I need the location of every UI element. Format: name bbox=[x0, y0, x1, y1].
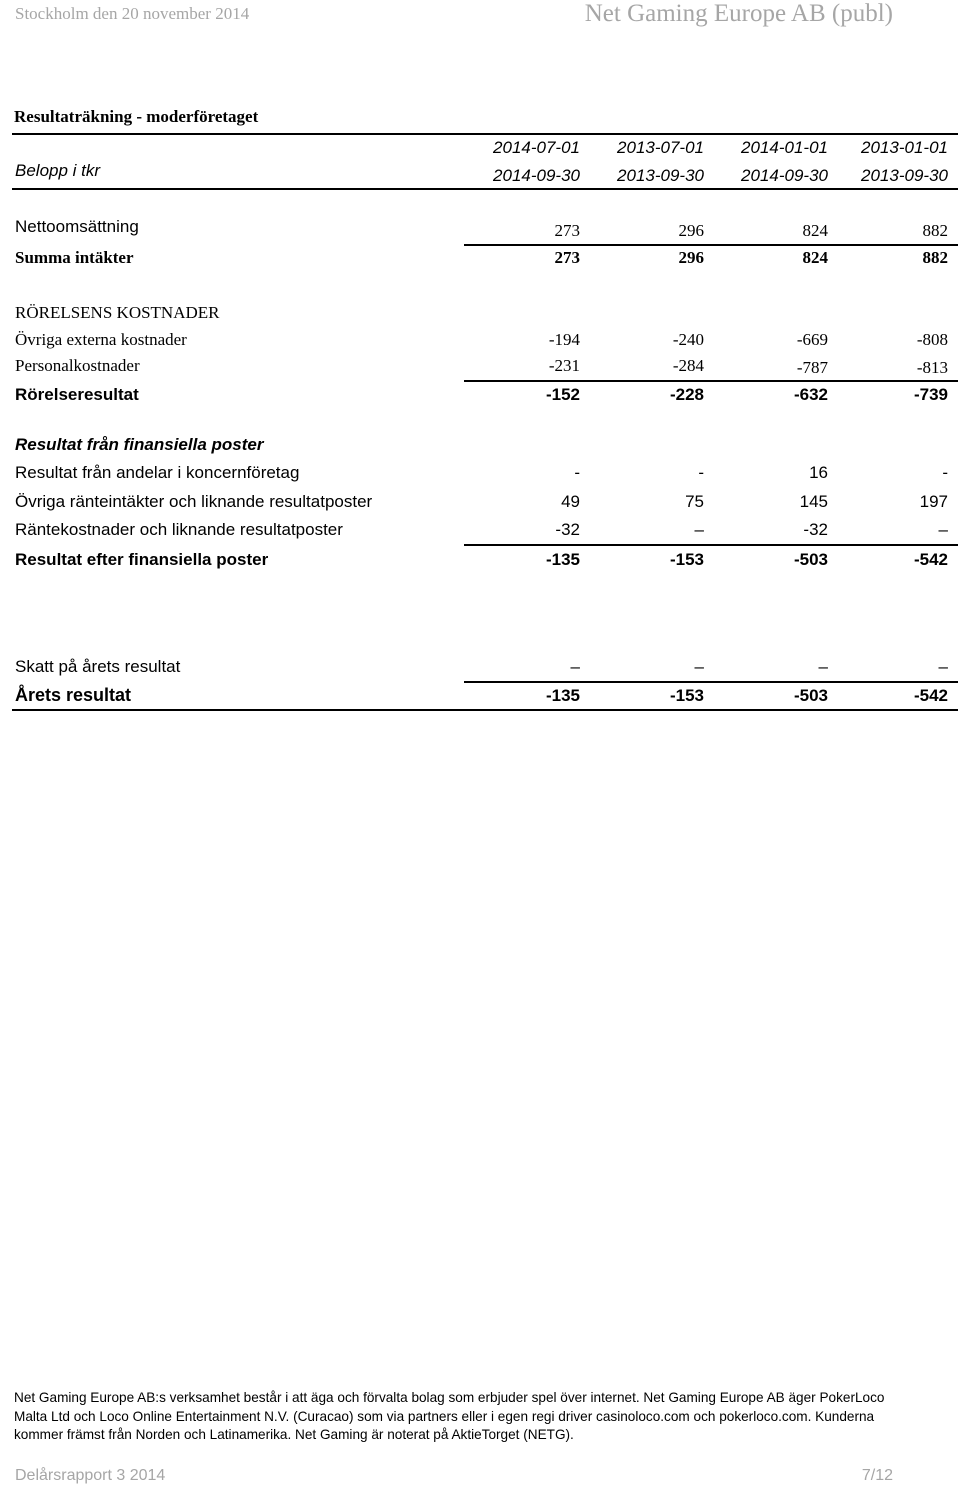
row-label-rorelseresultat: Rörelseresultat bbox=[15, 385, 139, 404]
row-label-arets-resultat: Årets resultat bbox=[15, 685, 132, 705]
cell-rantekostnader-3: -32 bbox=[803, 520, 828, 539]
cell-rorelseresultat-3: -632 bbox=[793, 385, 828, 404]
cell-ovriga-externa-3: -669 bbox=[796, 330, 828, 349]
cell-andelar-3: 16 bbox=[809, 463, 828, 482]
title-rule bbox=[12, 133, 958, 135]
cell-efter-finansiella-1: -135 bbox=[545, 550, 580, 569]
cell-andelar-1: - bbox=[574, 463, 580, 482]
cell-rantekostnader-4: – bbox=[938, 520, 948, 539]
company-description: Net Gaming Europe AB:s verksamhet består i att äga och förvalta bolag som erbjuder spel över internet. Net Gaming Europe AB äger PokerLoco Malta Ltd och Loco Online Entertainment N.V. (Curacao) som via partners eller i egen regi driver casinoloco.com och pokerloco.com. Kunderna kommer främst från Norden och Latinamerika. Net Gaming är noterat på AktieTorget (NETG). bbox=[14, 1390, 885, 1442]
period-3-to: 2014-09-30 bbox=[741, 166, 828, 185]
cell-ranteintakter-2: 75 bbox=[685, 492, 704, 511]
subtotal-rule-intakter bbox=[464, 244, 958, 246]
cell-nettoomsattning-2: 296 bbox=[678, 221, 704, 240]
cell-rantekostnader-2: – bbox=[694, 520, 704, 539]
cell-personalkostnader-4: -813 bbox=[916, 358, 948, 377]
cell-ovriga-externa-4: -808 bbox=[916, 330, 948, 349]
cell-rantekostnader-1: -32 bbox=[555, 520, 580, 539]
statement-title: Resultaträkning - moderföretaget bbox=[14, 107, 259, 126]
cell-arets-resultat-4: -542 bbox=[913, 686, 948, 705]
period-header-rule bbox=[12, 188, 958, 190]
cell-personalkostnader-1: -231 bbox=[548, 356, 580, 375]
cell-summa-intakter-1: 273 bbox=[554, 248, 580, 267]
period-3-from: 2014-01-01 bbox=[741, 138, 828, 157]
cell-arets-resultat-1: -135 bbox=[545, 686, 580, 705]
cell-summa-intakter-4: 882 bbox=[922, 248, 948, 267]
cell-ranteintakter-3: 145 bbox=[799, 492, 828, 511]
cell-andelar-2: - bbox=[698, 463, 704, 482]
row-label-andelar: Resultat från andelar i koncernföretag bbox=[15, 463, 300, 482]
row-label-summa-intakter: Summa intäkter bbox=[15, 248, 134, 267]
row-label-nettoomsattning: Nettoomsättning bbox=[15, 217, 139, 236]
row-label-personalkostnader: Personalkostnader bbox=[15, 356, 140, 375]
header-location-date: Stockholm den 20 november 2014 bbox=[15, 4, 250, 23]
cell-skatt-1: – bbox=[570, 657, 580, 676]
period-4-to: 2013-09-30 bbox=[861, 166, 948, 185]
cell-personalkostnader-3: -787 bbox=[796, 358, 828, 377]
row-label-ranteintakter: Övriga ränteintäkter och liknande resultatposter bbox=[15, 492, 373, 511]
cell-rorelseresultat-4: -739 bbox=[913, 385, 948, 404]
period-1-from: 2014-07-01 bbox=[493, 138, 580, 157]
cell-efter-finansiella-4: -542 bbox=[913, 550, 948, 569]
subtotal-rule-finansiella bbox=[464, 544, 958, 546]
cell-rorelseresultat-1: -152 bbox=[545, 385, 580, 404]
cell-summa-intakter-3: 824 bbox=[802, 248, 828, 267]
cell-skatt-2: – bbox=[694, 657, 704, 676]
cell-skatt-3: – bbox=[818, 657, 828, 676]
cell-skatt-4: – bbox=[938, 657, 948, 676]
cell-arets-resultat-3: -503 bbox=[793, 686, 828, 705]
cell-personalkostnader-2: -284 bbox=[672, 356, 704, 375]
header-company-name: Net Gaming Europe AB (publ) bbox=[584, 0, 893, 27]
section-heading-finansiella-poster: Resultat från finansiella poster bbox=[15, 435, 264, 454]
total-rule-arets-resultat bbox=[12, 709, 958, 711]
cell-efter-finansiella-3: -503 bbox=[793, 550, 828, 569]
cell-ovriga-externa-1: -194 bbox=[548, 330, 580, 349]
cell-ranteintakter-1: 49 bbox=[561, 492, 580, 511]
subtotal-rule-kostnader bbox=[464, 380, 958, 382]
report-name: Delårsrapport 3 2014 bbox=[15, 1467, 166, 1484]
cell-rorelseresultat-2: -228 bbox=[669, 385, 704, 404]
period-4-from: 2013-01-01 bbox=[861, 138, 948, 157]
page-number: 7/12 bbox=[861, 1467, 893, 1484]
unit-label: Belopp i tkr bbox=[15, 161, 101, 180]
section-heading-rorelsens-kostnader: RÖRELSENS KOSTNADER bbox=[15, 303, 220, 322]
cell-andelar-4: - bbox=[942, 463, 948, 482]
cell-ranteintakter-4: 197 bbox=[919, 492, 948, 511]
subtotal-rule-skatt bbox=[464, 681, 958, 683]
row-label-ovriga-externa: Övriga externa kostnader bbox=[15, 330, 187, 349]
cell-arets-resultat-2: -153 bbox=[669, 686, 704, 705]
row-label-rantekostnader: Räntekostnader och liknande resultatposter bbox=[15, 520, 343, 539]
cell-nettoomsattning-3: 824 bbox=[802, 221, 828, 240]
cell-ovriga-externa-2: -240 bbox=[672, 330, 704, 349]
row-label-efter-finansiella: Resultat efter finansiella poster bbox=[15, 550, 269, 569]
cell-efter-finansiella-2: -153 bbox=[669, 550, 704, 569]
row-label-skatt: Skatt på årets resultat bbox=[15, 657, 181, 676]
period-1-to: 2014-09-30 bbox=[493, 166, 580, 185]
cell-summa-intakter-2: 296 bbox=[678, 248, 704, 267]
period-2-to: 2013-09-30 bbox=[617, 166, 704, 185]
period-2-from: 2013-07-01 bbox=[617, 138, 704, 157]
cell-nettoomsattning-1: 273 bbox=[554, 221, 580, 240]
cell-nettoomsattning-4: 882 bbox=[922, 221, 948, 240]
